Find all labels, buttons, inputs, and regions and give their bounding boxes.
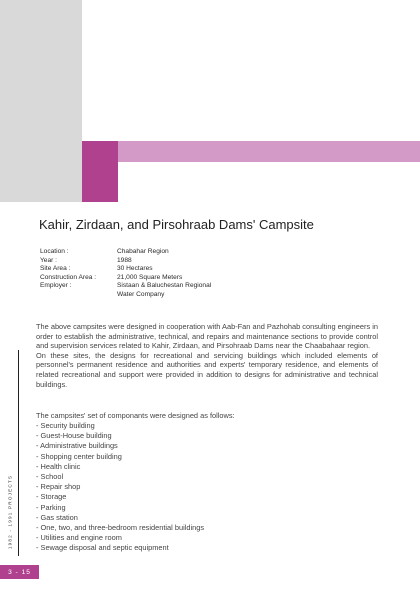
list-item: - Utilities and engine room [36, 533, 204, 543]
info-value: 21,000 Square Meters [117, 273, 183, 281]
project-info [40, 248, 211, 300]
components-intro: The campsites' set of componants were designed as follows: [36, 411, 235, 420]
header-pink-band [118, 141, 420, 162]
list-item: - Guest-House building [36, 431, 204, 441]
info-value: 30 Hectares [117, 265, 153, 273]
page-number-tab [0, 565, 39, 579]
info-label: Construction Area : [40, 273, 97, 281]
side-label [5, 462, 14, 562]
list-item: - Sewage disposal and septic equipment [36, 543, 204, 553]
list-item: - Repair shop [36, 482, 204, 492]
description [36, 322, 378, 389]
description-paragraph: On these sites, the designs for recreational and servicing buildings which included elements of personnel's permanent residence and authorities and experts' temporary residence, and elements of related recreational and support were provided in addition to designs for administrative and technical buildings. [36, 350, 378, 389]
list-item: - Health clinic [36, 462, 204, 472]
page-number: 3 - 15 [8, 568, 31, 576]
info-row-year [40, 257, 211, 266]
info-label: Employer : [40, 282, 72, 290]
info-row-employer [40, 282, 211, 299]
page-title: Kahir, Zirdaan, and Pirsohraab Dams' Campsite [39, 217, 314, 232]
description-paragraph: The above campsites were designed in cooperation with Aab-Fan and Pazhohab consulting engineers in order to establish the administrative, technical, and repairs and maintenance sections to provide control and supervision services related to Kahir, Zirdaan, and Pirsohraab Dams near the Chaabahaar region. [36, 322, 378, 351]
header-magenta-block [82, 141, 118, 202]
info-row-construction-area [40, 274, 211, 283]
info-value: Sistaan & Baluchestan Regional Water Company [117, 282, 212, 298]
list-item: - Gas station [36, 513, 204, 523]
info-label: Location : [40, 248, 69, 255]
side-label-text: 1982 - 1991 PROJECTS [7, 474, 12, 550]
list-item: - Security building [36, 421, 204, 431]
info-value: Chabahar Region [117, 248, 169, 255]
side-divider [18, 350, 19, 556]
info-row-site-area [40, 265, 211, 274]
list-item: - One, two, and three-bedroom residential buildings [36, 523, 204, 533]
info-value: 1988 [117, 256, 132, 264]
components-list [36, 421, 204, 554]
header-gray-block [0, 0, 82, 202]
list-item: - Storage [36, 492, 204, 502]
info-label: Site Area : [40, 265, 71, 273]
list-item: - School [36, 472, 204, 482]
info-row-location [40, 248, 211, 257]
info-label: Year : [40, 256, 57, 264]
list-item: - Administrative buildings [36, 441, 204, 451]
list-item: - Parking [36, 503, 204, 513]
list-item: - Shopping center building [36, 452, 204, 462]
